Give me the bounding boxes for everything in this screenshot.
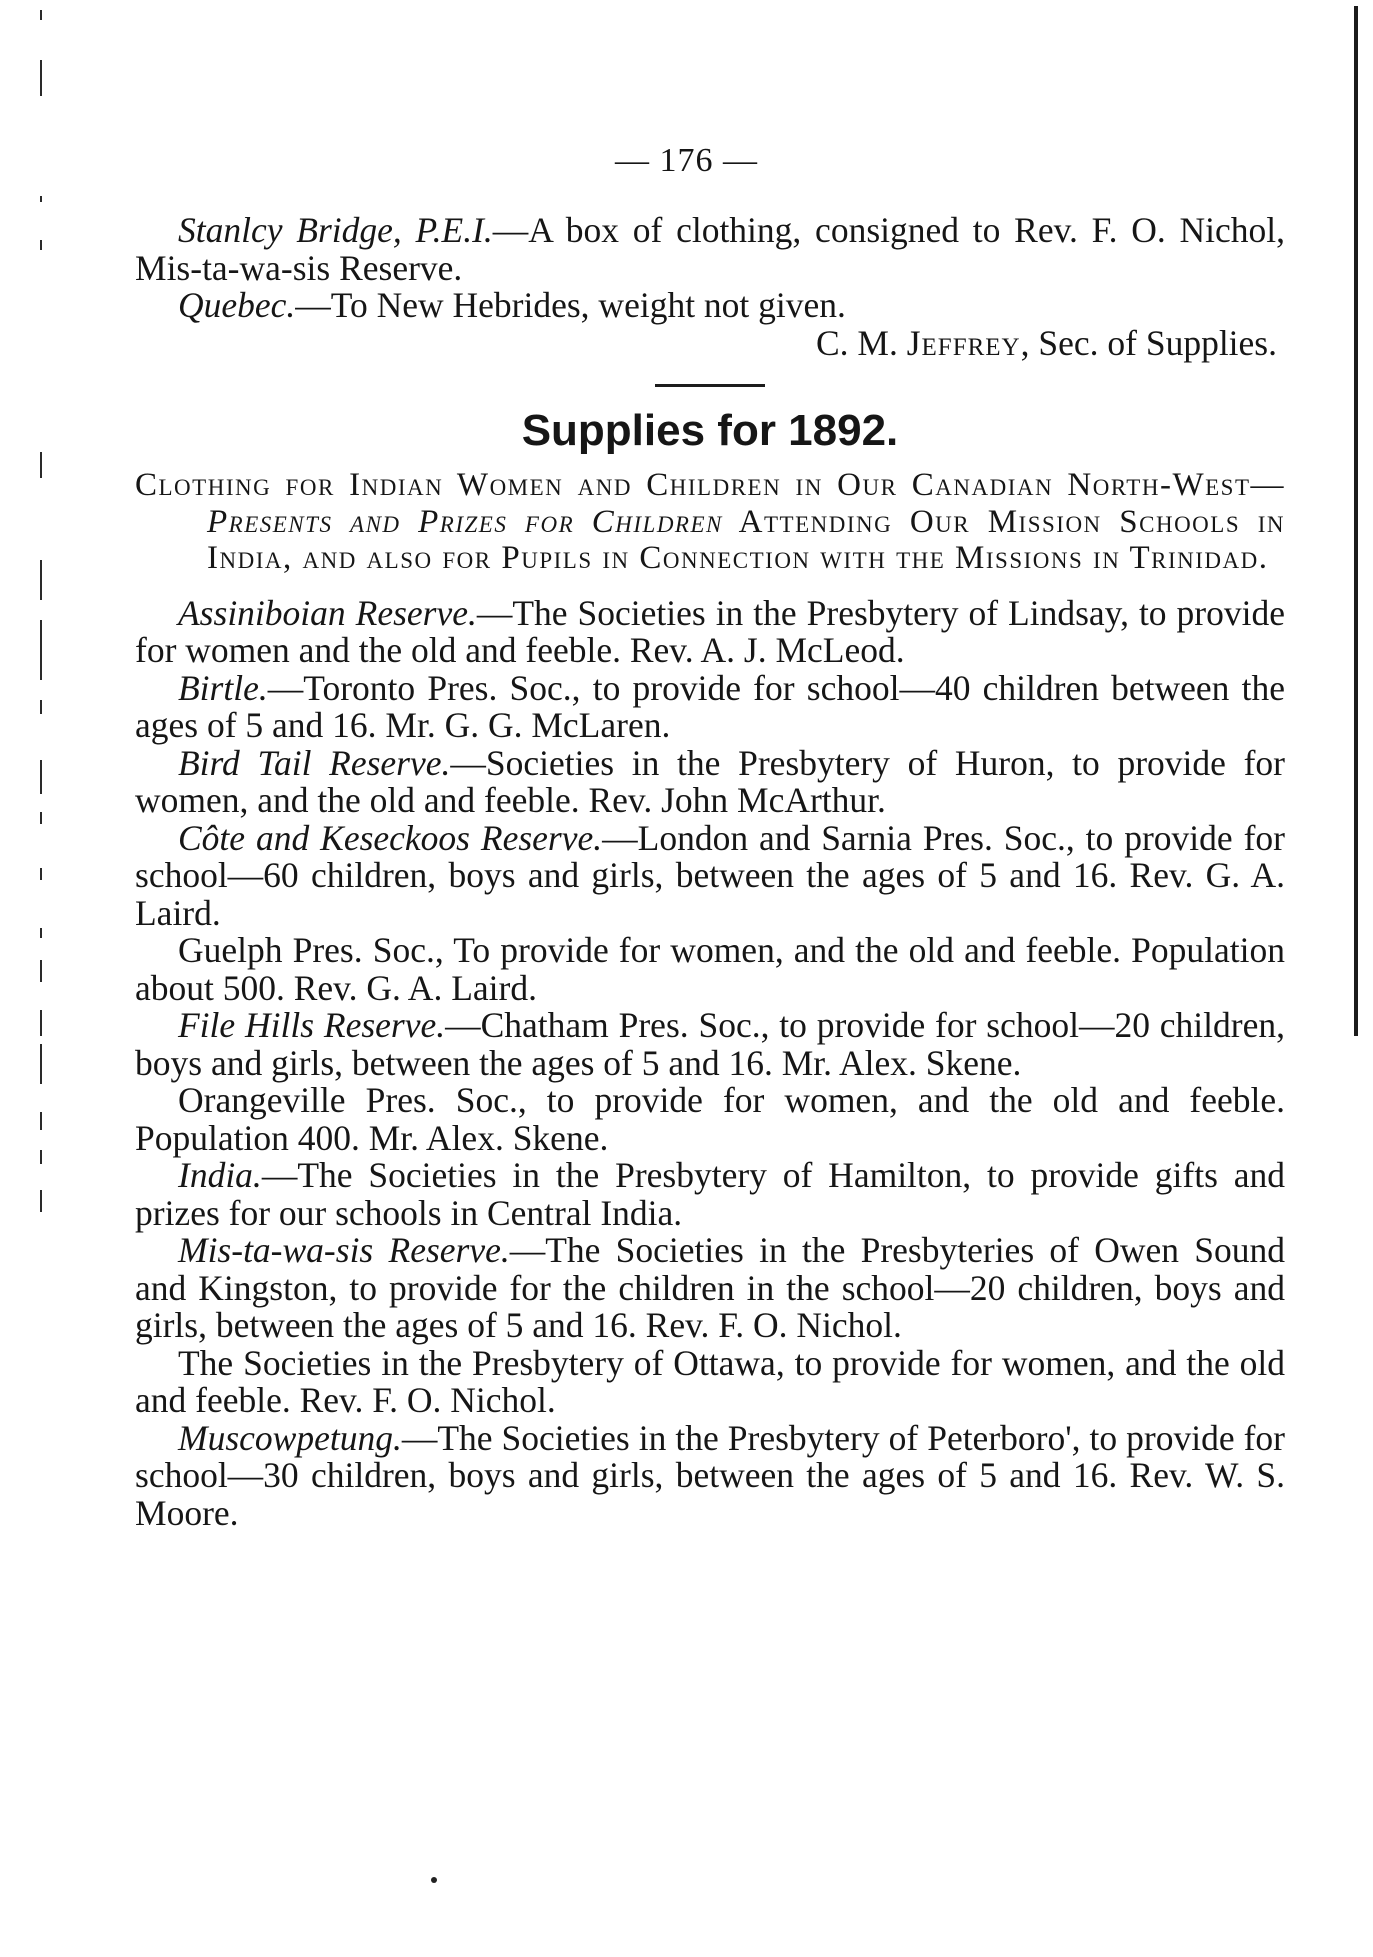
entry-muscowpetung (135, 1417, 1285, 1533)
entry-text: —Chatham Pres. Soc., to provide for school—20 children, boys and girls, between the ages of 5 and 16. Mr. Alex. Skene. (135, 1005, 1285, 1083)
subheading-part-1: Clothing for Indian Women and Children in Our Canadian North-West— (135, 467, 1285, 503)
entry-text: —London and Sarnia Pres. Soc., to provide for school—60 children, boys and girls, between the ages of 5 and 16. Rev. G. A. Laird. (135, 817, 1285, 933)
entry-place: Assiniboian Reserve. (178, 592, 477, 633)
section-subheading (135, 467, 1285, 577)
entry-birtle (135, 667, 1285, 745)
entry-text: —To New Hebrides, weight not given. (295, 285, 846, 325)
entry-india (135, 1157, 1285, 1232)
page-body (135, 212, 1285, 1532)
entry-bird-tail-reserve (135, 742, 1285, 820)
ink-spot (431, 1877, 437, 1883)
entry-file-hills-reserve (135, 1007, 1285, 1082)
scan-margin-marks (40, 0, 46, 1260)
signature-line (135, 322, 1285, 363)
entry-place: Birtle. (178, 667, 268, 708)
entry-text: Orangeville Pres. Soc., to provide for women, and the old and feeble. Population 400. Mr. Alex. Skene. (135, 1080, 1285, 1158)
entry-place: Quebec. (178, 285, 296, 325)
entry-text: —The Societies in the Presbytery of Lindsay, to provide for women and the old and feeble. Rev. A. J. McLeod. (135, 592, 1285, 670)
entry-stanley-bridge (135, 212, 1285, 287)
entry-ottawa (135, 1342, 1285, 1420)
entry-quebec (135, 287, 1285, 325)
subheading-part-2: Presents and Prizes for Children (207, 503, 723, 540)
entry-guelph (135, 932, 1285, 1007)
entry-orangeville (135, 1082, 1285, 1157)
entry-cote-keseckoos-reserve (135, 817, 1285, 933)
entry-text: —Toronto Pres. Soc., to provide for school—40 children between the ages of 5 and 16. Mr. G. G. McLaren. (135, 667, 1285, 745)
entry-place: Mis-ta-wa-sis Reserve. (178, 1230, 510, 1270)
entry-assiniboian-reserve (135, 592, 1285, 670)
entry-place: File Hills Reserve. (178, 1005, 446, 1045)
entry-text: The Societies in the Presbytery of Ottawa, to provide for women, and the old and feeble. Rev. F. O. Nichol. (135, 1342, 1285, 1420)
entry-place: India. (178, 1155, 262, 1195)
entry-text: —The Societies in the Presbyteries of Owen Sound and Kingston, to provide for the children in the school—20 children, boys and girls, between the ages of 5 and 16. Rev. F. O. Nichol. (135, 1230, 1286, 1345)
entry-text: —The Societies in the Presbytery of Hamilton, to provide gifts and prizes for our schools in Central India. (135, 1155, 1285, 1233)
entry-text: Guelph Pres. Soc., To provide for women, and the old and feeble. Population about 500. Rev. G. A. Laird. (135, 930, 1285, 1008)
section-heading: Supplies for 1892. (521, 406, 899, 455)
entry-text: —Societies in the Presbytery of Huron, to provide for women, and the old and feeble. Rev. John McArthur. (135, 742, 1285, 820)
entry-place: Muscowpetung. (178, 1417, 402, 1458)
entry-text: —The Societies in the Presbytery of Peterboro', to provide for school—30 children, boys and girls, between the ages of 5 and 16. Rev. W. S. Moore. (135, 1417, 1285, 1533)
section-divider (655, 384, 765, 387)
entry-place: Bird Tail Reserve. (178, 742, 451, 783)
signature-prefix: C. M. (815, 322, 907, 363)
signature-name: Jeffrey (906, 322, 1021, 363)
subheading-part-3: Attending Our Mission Schools in India, and also for Pupils in Connection with the Missions in Trinidad. (207, 503, 1285, 576)
entry-mis-ta-wa-sis-reserve (135, 1232, 1285, 1345)
signature-suffix: , Sec. of Supplies. (1020, 322, 1277, 363)
entry-place: Stanlcy Bridge, P.E.I. (178, 210, 493, 250)
entry-text: —A box of clothing, consigned to Rev. F. O. Nichol, Mis-ta-wa-sis Reserve. (135, 210, 1285, 288)
page-number: — 176 — (615, 142, 758, 179)
entry-place: Côte and Keseckoos Reserve. (178, 817, 603, 858)
